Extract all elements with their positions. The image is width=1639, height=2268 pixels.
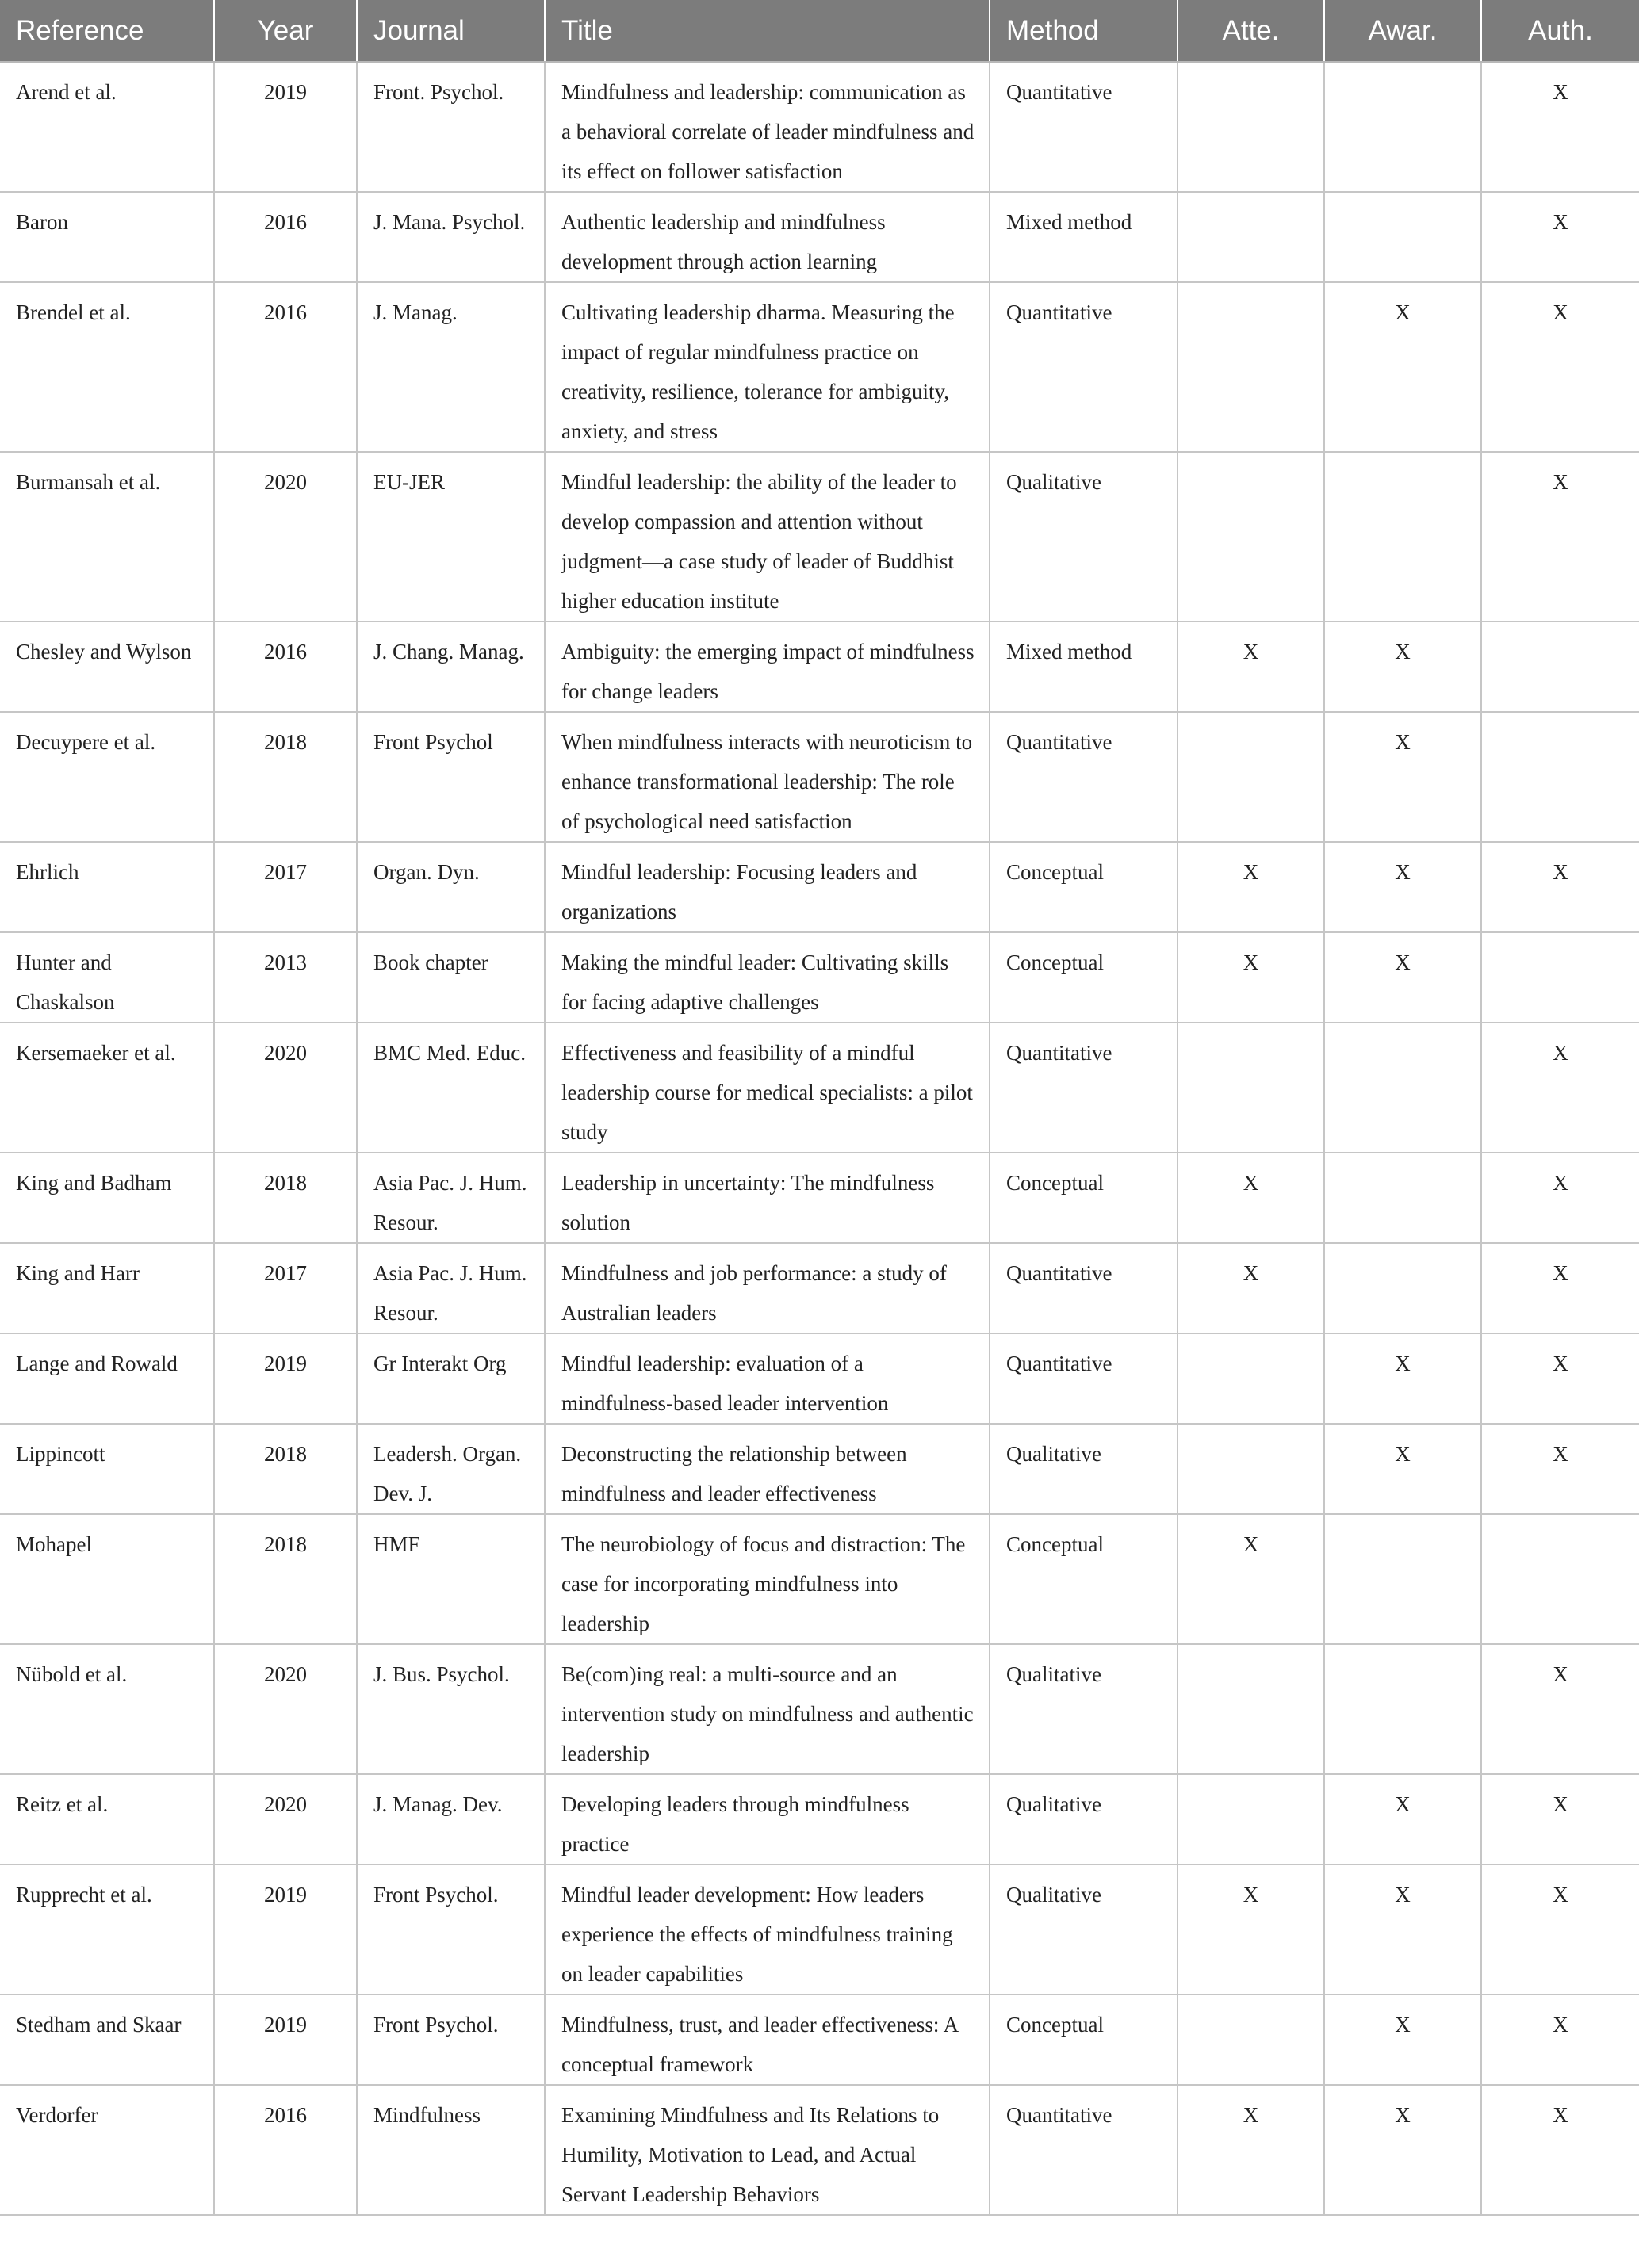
cell-method: Quantitative	[990, 1333, 1178, 1424]
cell-attention: X	[1178, 622, 1324, 712]
cell-method: Qualitative	[990, 1644, 1178, 1774]
cell-attention: X	[1178, 1243, 1324, 1333]
table-row	[0, 712, 1639, 842]
cell-year: 2018	[214, 712, 357, 842]
table-row	[0, 1644, 1639, 1774]
table-row	[0, 622, 1639, 712]
cell-year: 2020	[214, 1644, 357, 1774]
cell-reference: Burmansah et al.	[0, 452, 214, 622]
cell-journal: Front Psychol.	[357, 1865, 545, 1995]
cell-authenticity	[1481, 1514, 1639, 1644]
cell-title: Mindfulness, trust, and leader effectiveness: A conceptual framework	[545, 1995, 990, 2085]
cell-journal: J. Manag.	[357, 282, 545, 452]
table-row	[0, 192, 1639, 282]
cell-year: 2020	[214, 1023, 357, 1153]
header-attention: Atte.	[1178, 0, 1324, 62]
table-row	[0, 1424, 1639, 1514]
cell-reference: King and Harr	[0, 1243, 214, 1333]
cell-method: Quantitative	[990, 2085, 1178, 2215]
cell-authenticity: X	[1481, 1153, 1639, 1243]
cell-awareness: X	[1324, 282, 1481, 452]
cell-reference: Verdorfer	[0, 2085, 214, 2215]
table-row	[0, 1995, 1639, 2085]
cell-journal: Organ. Dyn.	[357, 842, 545, 932]
cell-reference: Mohapel	[0, 1514, 214, 1644]
cell-method: Qualitative	[990, 452, 1178, 622]
table-row	[0, 282, 1639, 452]
cell-year: 2019	[214, 62, 357, 192]
cell-attention: X	[1178, 1865, 1324, 1995]
cell-attention: X	[1178, 1153, 1324, 1243]
table-row	[0, 1153, 1639, 1243]
cell-year: 2019	[214, 1995, 357, 2085]
cell-year: 2020	[214, 1774, 357, 1865]
cell-attention	[1178, 712, 1324, 842]
header-title: Title	[545, 0, 990, 62]
cell-title: When mindfulness interacts with neuroticism to enhance transformational leadership: The role of psychological need satisfaction	[545, 712, 990, 842]
cell-method: Quantitative	[990, 282, 1178, 452]
cell-title: Leadership in uncertainty: The mindfulness solution	[545, 1153, 990, 1243]
cell-authenticity	[1481, 622, 1639, 712]
cell-authenticity: X	[1481, 282, 1639, 452]
cell-year: 2020	[214, 452, 357, 622]
cell-title: The neurobiology of focus and distraction: The case for incorporating mindfulness into leadership	[545, 1514, 990, 1644]
cell-title: Effectiveness and feasibility of a mindful leadership course for medical specialists: a pilot study	[545, 1023, 990, 1153]
cell-year: 2016	[214, 282, 357, 452]
cell-year: 2016	[214, 2085, 357, 2215]
cell-journal: Asia Pac. J. Hum. Resour.	[357, 1153, 545, 1243]
cell-reference: Lippincott	[0, 1424, 214, 1514]
cell-authenticity: X	[1481, 452, 1639, 622]
header-awareness: Awar.	[1324, 0, 1481, 62]
cell-title: Mindful leadership: evaluation of a mindfulness-based leader intervention	[545, 1333, 990, 1424]
cell-attention	[1178, 1774, 1324, 1865]
cell-year: 2018	[214, 1153, 357, 1243]
cell-reference: Reitz et al.	[0, 1774, 214, 1865]
cell-attention	[1178, 1644, 1324, 1774]
table-body	[0, 62, 1639, 2215]
cell-attention	[1178, 1023, 1324, 1153]
cell-title: Mindful leadership: the ability of the leader to develop compassion and attention without judgment—a case study of leader of Buddhist higher education institute	[545, 452, 990, 622]
cell-authenticity	[1481, 932, 1639, 1023]
cell-year: 2017	[214, 842, 357, 932]
cell-title: Authentic leadership and mindfulness development through action learning	[545, 192, 990, 282]
cell-awareness: X	[1324, 1865, 1481, 1995]
cell-attention: X	[1178, 842, 1324, 932]
cell-authenticity: X	[1481, 1644, 1639, 1774]
cell-awareness: X	[1324, 1774, 1481, 1865]
cell-authenticity: X	[1481, 1995, 1639, 2085]
cell-journal: Front. Psychol.	[357, 62, 545, 192]
cell-awareness	[1324, 452, 1481, 622]
cell-attention	[1178, 62, 1324, 192]
cell-awareness	[1324, 1023, 1481, 1153]
cell-authenticity: X	[1481, 1243, 1639, 1333]
cell-awareness: X	[1324, 712, 1481, 842]
cell-attention	[1178, 452, 1324, 622]
cell-journal: Book chapter	[357, 932, 545, 1023]
cell-awareness	[1324, 1644, 1481, 1774]
cell-method: Conceptual	[990, 842, 1178, 932]
cell-method: Conceptual	[990, 1153, 1178, 1243]
cell-attention: X	[1178, 2085, 1324, 2215]
header-row	[0, 0, 1639, 62]
table-row	[0, 1865, 1639, 1995]
cell-journal: J. Chang. Manag.	[357, 622, 545, 712]
cell-authenticity	[1481, 712, 1639, 842]
cell-reference: Arend et al.	[0, 62, 214, 192]
cell-journal: Front Psychol.	[357, 1995, 545, 2085]
header-year: Year	[214, 0, 357, 62]
cell-method: Mixed method	[990, 192, 1178, 282]
cell-year: 2016	[214, 622, 357, 712]
cell-journal: J. Bus. Psychol.	[357, 1644, 545, 1774]
cell-reference: Nübold et al.	[0, 1644, 214, 1774]
cell-authenticity: X	[1481, 1774, 1639, 1865]
cell-awareness: X	[1324, 622, 1481, 712]
cell-authenticity: X	[1481, 192, 1639, 282]
cell-method: Quantitative	[990, 62, 1178, 192]
header-authenticity: Auth.	[1481, 0, 1639, 62]
cell-awareness: X	[1324, 2085, 1481, 2215]
cell-awareness: X	[1324, 1995, 1481, 2085]
cell-method: Quantitative	[990, 1243, 1178, 1333]
cell-authenticity: X	[1481, 1333, 1639, 1424]
table-row	[0, 1774, 1639, 1865]
cell-method: Conceptual	[990, 1514, 1178, 1644]
cell-reference: Hunter and Chaskalson	[0, 932, 214, 1023]
table-row	[0, 842, 1639, 932]
table-row	[0, 2085, 1639, 2215]
cell-year: 2016	[214, 192, 357, 282]
table-row	[0, 1243, 1639, 1333]
cell-title: Deconstructing the relationship between mindfulness and leader effectiveness	[545, 1424, 990, 1514]
cell-attention	[1178, 1995, 1324, 2085]
cell-year: 2019	[214, 1333, 357, 1424]
cell-awareness: X	[1324, 932, 1481, 1023]
header-method: Method	[990, 0, 1178, 62]
cell-reference: Stedham and Skaar	[0, 1995, 214, 2085]
cell-journal: Leadersh. Organ. Dev. J.	[357, 1424, 545, 1514]
cell-method: Quantitative	[990, 1023, 1178, 1153]
cell-authenticity: X	[1481, 842, 1639, 932]
cell-title: Mindfulness and leadership: communication as a behavioral correlate of leader mindfulness and its effect on follower satisfaction	[545, 62, 990, 192]
cell-journal: Gr Interakt Org	[357, 1333, 545, 1424]
cell-awareness: X	[1324, 1424, 1481, 1514]
cell-reference: King and Badham	[0, 1153, 214, 1243]
cell-journal: J. Manag. Dev.	[357, 1774, 545, 1865]
cell-attention: X	[1178, 1514, 1324, 1644]
cell-method: Qualitative	[990, 1865, 1178, 1995]
cell-year: 2019	[214, 1865, 357, 1995]
cell-reference: Ehrlich	[0, 842, 214, 932]
cell-method: Mixed method	[990, 622, 1178, 712]
table-header	[0, 0, 1639, 62]
cell-title: Making the mindful leader: Cultivating skills for facing adaptive challenges	[545, 932, 990, 1023]
cell-reference: Rupprecht et al.	[0, 1865, 214, 1995]
header-reference: Reference	[0, 0, 214, 62]
cell-attention	[1178, 192, 1324, 282]
cell-method: Quantitative	[990, 712, 1178, 842]
table-row	[0, 452, 1639, 622]
cell-journal: Mindfulness	[357, 2085, 545, 2215]
cell-awareness	[1324, 1243, 1481, 1333]
cell-journal: HMF	[357, 1514, 545, 1644]
cell-method: Conceptual	[990, 1995, 1178, 2085]
cell-authenticity: X	[1481, 2085, 1639, 2215]
cell-awareness	[1324, 62, 1481, 192]
cell-awareness	[1324, 1153, 1481, 1243]
cell-attention: X	[1178, 932, 1324, 1023]
cell-awareness	[1324, 192, 1481, 282]
cell-year: 2017	[214, 1243, 357, 1333]
cell-reference: Decuypere et al.	[0, 712, 214, 842]
cell-title: Mindfulness and job performance: a study of Australian leaders	[545, 1243, 990, 1333]
table-row	[0, 1333, 1639, 1424]
cell-method: Qualitative	[990, 1424, 1178, 1514]
table-row	[0, 1023, 1639, 1153]
header-journal: Journal	[357, 0, 545, 62]
cell-awareness: X	[1324, 842, 1481, 932]
cell-title: Mindful leadership: Focusing leaders and organizations	[545, 842, 990, 932]
cell-year: 2018	[214, 1424, 357, 1514]
cell-year: 2018	[214, 1514, 357, 1644]
cell-journal: EU-JER	[357, 452, 545, 622]
cell-reference: Lange and Rowald	[0, 1333, 214, 1424]
cell-method: Qualitative	[990, 1774, 1178, 1865]
cell-attention	[1178, 1424, 1324, 1514]
cell-method: Conceptual	[990, 932, 1178, 1023]
cell-authenticity: X	[1481, 1865, 1639, 1995]
cell-attention	[1178, 1333, 1324, 1424]
table-row	[0, 932, 1639, 1023]
cell-reference: Baron	[0, 192, 214, 282]
cell-journal: J. Mana. Psychol.	[357, 192, 545, 282]
cell-reference: Kersemaeker et al.	[0, 1023, 214, 1153]
cell-title: Examining Mindfulness and Its Relations to Humility, Motivation to Lead, and Actual Servant Leadership Behaviors	[545, 2085, 990, 2215]
cell-authenticity: X	[1481, 1424, 1639, 1514]
cell-awareness: X	[1324, 1333, 1481, 1424]
cell-journal: Asia Pac. J. Hum. Resour.	[357, 1243, 545, 1333]
cell-title: Developing leaders through mindfulness practice	[545, 1774, 990, 1865]
cell-reference: Chesley and Wylson	[0, 622, 214, 712]
table-row	[0, 1514, 1639, 1644]
cell-title: Be(com)ing real: a multi-source and an intervention study on mindfulness and authentic leadership	[545, 1644, 990, 1774]
cell-authenticity: X	[1481, 62, 1639, 192]
cell-attention	[1178, 282, 1324, 452]
cell-year: 2013	[214, 932, 357, 1023]
cell-title: Cultivating leadership dharma. Measuring the impact of regular mindfulness practice on creativity, resilience, tolerance for ambiguity, anxiety, and stress	[545, 282, 990, 452]
cell-title: Mindful leader development: How leaders experience the effects of mindfulness training on leader capabilities	[545, 1865, 990, 1995]
cell-journal: Front Psychol	[357, 712, 545, 842]
cell-awareness	[1324, 1514, 1481, 1644]
cell-authenticity: X	[1481, 1023, 1639, 1153]
cell-reference: Brendel et al.	[0, 282, 214, 452]
cell-journal: BMC Med. Educ.	[357, 1023, 545, 1153]
cell-title: Ambiguity: the emerging impact of mindfulness for change leaders	[545, 622, 990, 712]
table-row	[0, 62, 1639, 192]
